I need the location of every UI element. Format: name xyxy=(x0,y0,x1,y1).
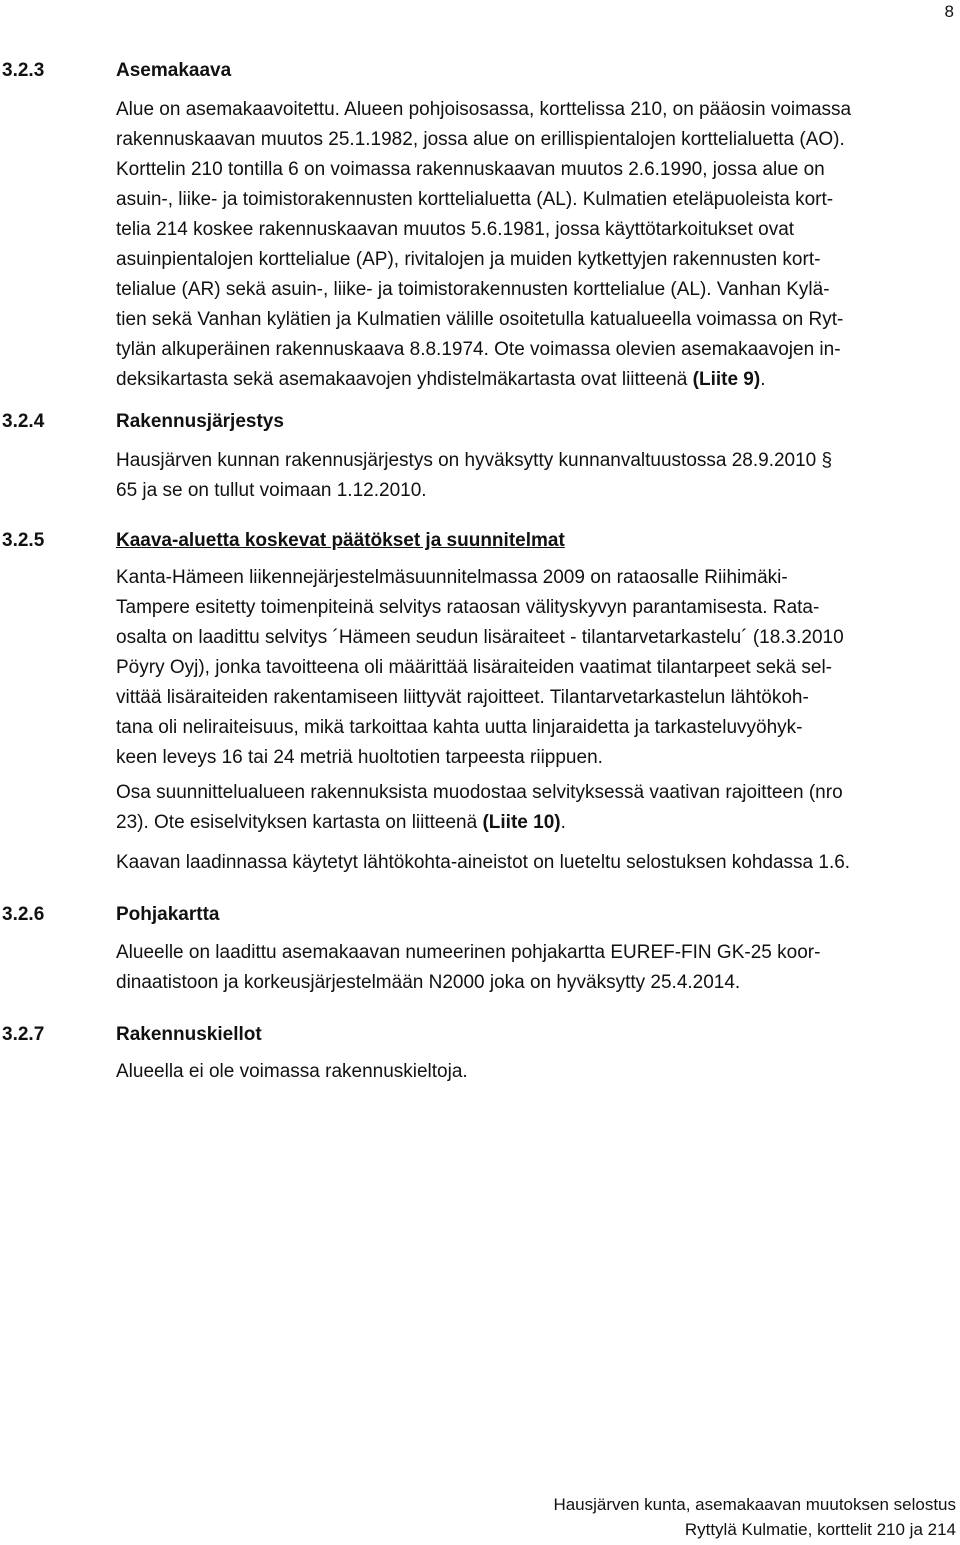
section-number: 3.2.7 xyxy=(2,1024,45,1045)
section-number: 3.2.4 xyxy=(2,411,45,432)
attachment-reference: (Liite 10) xyxy=(482,812,561,833)
paragraph-line: telialue (AR) sekä asuin-, liike- ja toimistorakennusten korttelialue (AL). Vanhan Kylä- xyxy=(116,279,830,300)
paragraph-rakennusjarjestys xyxy=(116,446,956,506)
paragraph-tail: . xyxy=(560,812,566,833)
paragraph-line: Kanta-Hämeen liikennejärjestelmäsuunnitelmassa 2009 on rataosalle Riihimäki- xyxy=(116,567,788,588)
section-title: Kaava-aluetta koskevat päätökset ja suunnitelmat xyxy=(116,530,565,551)
paragraph-paatokset-1 xyxy=(116,563,956,773)
paragraph-line: keen leveys 16 tai 24 metriä huoltotien tarpeesta riippuen. xyxy=(116,747,603,768)
paragraph-asemakaava xyxy=(116,95,956,395)
footer-line-2: Ryttylä Kulmatie, korttelit 210 ja 214 xyxy=(684,1520,956,1539)
paragraph-line: Tampere esitetty toimenpiteinä selvitys rataosan välityskyvyn parantamisesta. Rata- xyxy=(116,597,820,618)
paragraph-line: Pöyry Oyj), jonka tavoitteena oli määrittää lisäraiteiden vaatimat tilantarpeet sekä sel- xyxy=(116,657,833,678)
paragraph-line: osalta on laadittu selvitys ´Hämeen seudun lisäraiteet - tilantarvetarkastelu´ (18.3.2010 xyxy=(116,627,844,648)
paragraph-line: tien sekä Vanhan kylätien ja Kulmatien välille osoitetulla katualueella voimassa on Ryt- xyxy=(116,309,844,330)
paragraph-tail: . xyxy=(760,369,766,390)
section-title: Asemakaava xyxy=(116,60,232,81)
paragraph-line: rakennuskaavan muutos 25.1.1982, jossa alue on erillispientalojen korttelialuetta (AO). xyxy=(116,129,845,150)
section-number: 3.2.5 xyxy=(2,530,45,551)
paragraph-line: 65 ja se on tullut voimaan 1.12.2010. xyxy=(116,480,427,501)
paragraph-paatokset-2 xyxy=(116,778,956,838)
paragraph-line: asuin-, liike- ja toimistorakennusten korttelialuetta (AL). Kulmatien eteläpuoleista kort- xyxy=(116,189,834,210)
footer-line-1: Hausjärven kunta, asemakaavan muutoksen selostus xyxy=(553,1495,956,1514)
section-number: 3.2.6 xyxy=(2,904,45,925)
paragraph-line: dinaatistoon ja korkeusjärjestelmään N2000 joka on hyväksytty 25.4.2014. xyxy=(116,972,741,993)
paragraph-line: Alueelle on laadittu asemakaavan numeerinen pohjakartta EUREF-FIN GK-25 koor- xyxy=(116,942,821,963)
paragraph-line: asuinpientalojen korttelialue (AP), rivitalojen ja muiden kytkettyjen rakennusten kort- xyxy=(116,249,821,270)
paragraph-line: Alue on asemakaavoitettu. Alueen pohjoisosassa, korttelissa 210, on pääosin voimassa xyxy=(116,99,852,120)
paragraph-line: vittää lisäraiteiden rakentamiseen liittyvät rajoitteet. Tilantarvetarkastelun lähtökoh- xyxy=(116,687,809,708)
paragraph-line: Hausjärven kunnan rakennusjärjestys on hyväksytty kunnanvaltuustossa 28.9.2010 § xyxy=(116,450,833,471)
paragraph-line: tana oli neliraiteisuus, mikä tarkoittaa kahta uutta linjaraidetta ja tarkasteluvyöhyk- xyxy=(116,717,803,738)
section-number: 3.2.3 xyxy=(2,60,45,81)
paragraph-line: Kaavan laadinnassa käytetyt lähtökohta-aineistot on lueteltu selostuksen kohdassa 1.6. xyxy=(116,852,851,873)
paragraph-line: Alueella ei ole voimassa rakennuskieltoja. xyxy=(116,1061,468,1082)
paragraph-line: 23). Ote esiselvityksen kartasta on liitteenä xyxy=(116,812,483,833)
paragraph-line: tylän alkuperäinen rakennuskaava 8.8.1974. Ote voimassa olevien asemakaavojen in- xyxy=(116,339,841,360)
section-title: Pohjakartta xyxy=(116,904,220,925)
paragraph-paatokset-3 xyxy=(116,848,956,878)
paragraph-line: Korttelin 210 tontilla 6 on voimassa rakennuskaavan muutos 2.6.1990, jossa alue on xyxy=(116,159,825,180)
paragraph-pohjakartta xyxy=(116,938,956,998)
paragraph-line: deksikartasta sekä asemakaavojen yhdistelmäkartasta ovat liitteenä xyxy=(116,369,693,390)
paragraph-line: Osa suunnittelualueen rakennuksista muodostaa selvityksessä vaativan rajoitteen (nro xyxy=(116,782,843,803)
paragraph-rakennuskiellot xyxy=(116,1057,956,1087)
section-title: Rakennusjärjestys xyxy=(116,411,284,432)
paragraph-line: telia 214 koskee rakennuskaavan muutos 5.6.1981, jossa käyttötarkoitukset ovat xyxy=(116,219,795,240)
section-title: Rakennuskiellot xyxy=(116,1024,262,1045)
attachment-reference: (Liite 9) xyxy=(692,369,761,390)
page-number: 8 xyxy=(944,2,954,21)
